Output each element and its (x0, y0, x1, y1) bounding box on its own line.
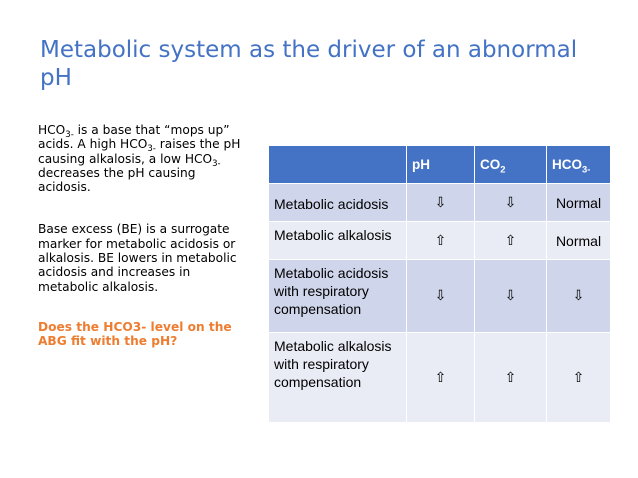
down-arrow-icon: ⇩ (547, 260, 611, 333)
slide-title (40, 36, 620, 92)
table-row (269, 333, 611, 423)
header-hco3-text: HCO (552, 157, 582, 172)
question-text: Does the HCO3- level on the ABG fit with the pH? (38, 319, 232, 349)
text-run: is a base that “mops up” acids. A high HCO (38, 123, 230, 152)
slide-title-line-2: pH (40, 65, 72, 91)
text-run: HCO (38, 123, 66, 137)
down-arrow-icon: ⇩ (475, 184, 547, 222)
row-label: Metabolic alkalosis with respiratory compensation (269, 333, 407, 423)
row-label: Metabolic acidosis with respiratory compensation (269, 260, 407, 333)
up-arrow-icon: ⇧ (547, 333, 611, 423)
hco3-explanation (38, 123, 243, 194)
hco3-value: Normal (547, 222, 611, 260)
header-hco3-sub: 3- (582, 164, 591, 176)
header-hco3 (547, 146, 611, 184)
down-arrow-icon: ⇩ (407, 260, 475, 333)
down-arrow-icon: ⇩ (475, 260, 547, 333)
table-row (269, 222, 611, 260)
header-co2-text: CO (480, 157, 501, 172)
table-row (269, 184, 611, 222)
up-arrow-icon: ⇧ (407, 222, 475, 260)
metabolic-table (268, 145, 611, 423)
down-arrow-icon: ⇩ (407, 184, 475, 222)
left-text-column (38, 123, 243, 349)
text-run: decreases the pH causing acidosis. (38, 165, 196, 195)
up-arrow-icon: ⇧ (407, 333, 475, 423)
header-co2 (475, 146, 547, 184)
subscript: 3- (212, 158, 221, 169)
header-co2-sub: 2 (500, 164, 506, 176)
table-header-row (269, 146, 611, 184)
up-arrow-icon: ⇧ (475, 333, 547, 423)
header-blank (269, 146, 407, 184)
base-excess-explanation: Base excess (BE) is a surrogate marker for metabolic acidosis or alkalosis. BE lowers in metabolic acidosis and increases in metabolic alkalosis. (38, 222, 237, 294)
text-run: raises the pH causing alkalosis, a low HCO (38, 137, 241, 166)
table-row (269, 260, 611, 333)
hco3-value: Normal (547, 184, 611, 222)
subscript: 3- (65, 129, 74, 140)
row-label: Metabolic alkalosis (269, 222, 407, 260)
subscript: 3- (147, 144, 156, 155)
up-arrow-icon: ⇧ (475, 222, 547, 260)
row-label: Metabolic acidosis (269, 184, 407, 222)
header-ph: pH (407, 146, 475, 184)
slide-title-line-1: Metabolic system as the driver of an abnormal (40, 37, 578, 63)
